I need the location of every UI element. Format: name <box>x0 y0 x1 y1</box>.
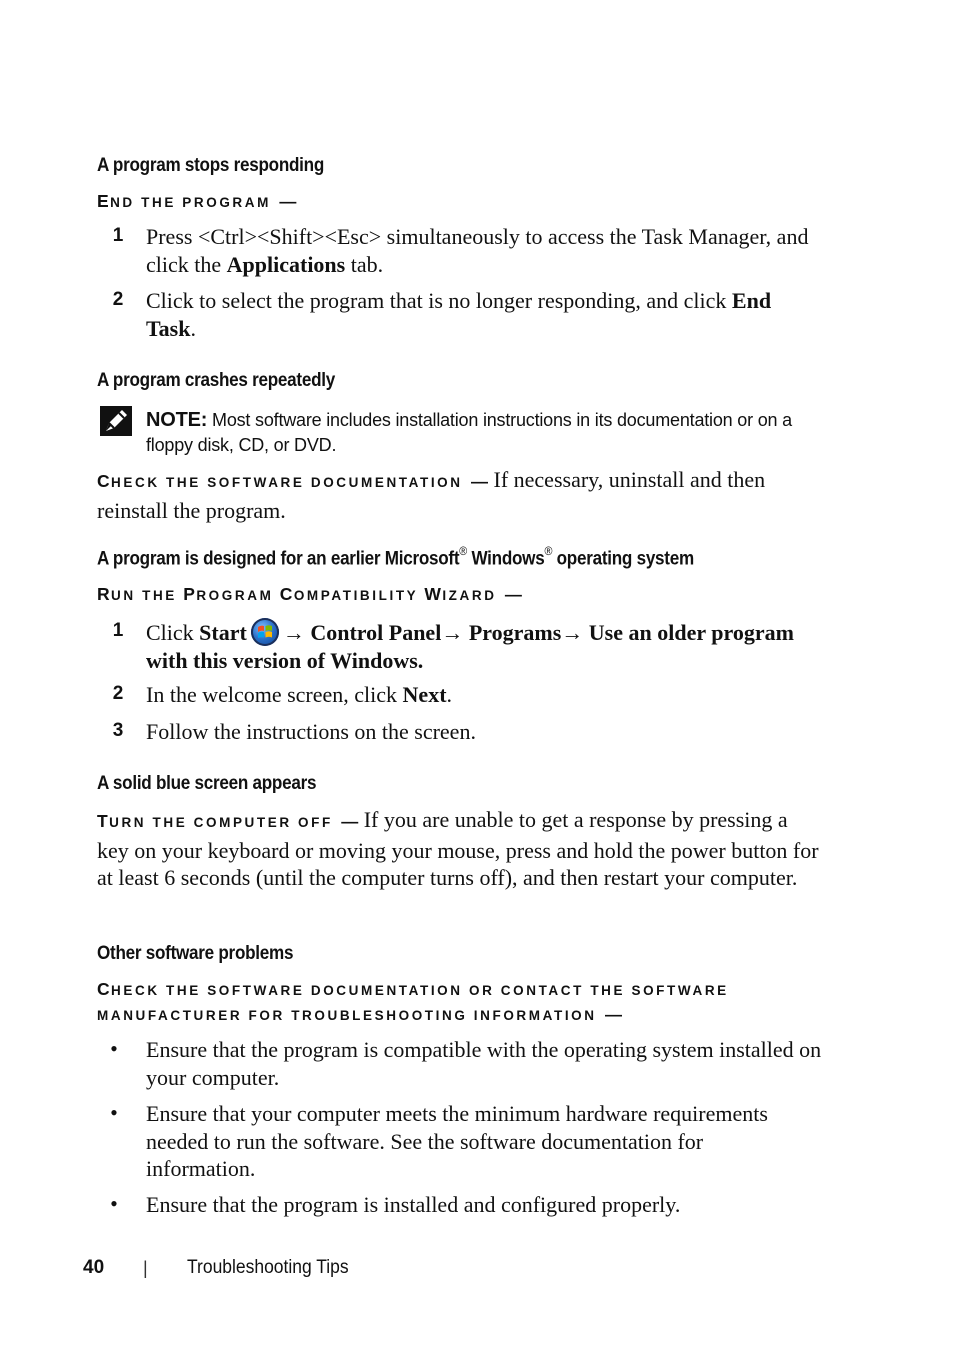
bullet-marker: • <box>110 1100 118 1125</box>
step-number: 3 <box>112 720 124 741</box>
bullet-marker: • <box>110 1191 118 1216</box>
step-text: In the welcome screen, click Next. <box>146 682 453 707</box>
section-heading-crashes: A program crashes repeatedly <box>97 370 335 391</box>
section-heading-stops-responding: A program stops responding <box>97 155 325 176</box>
subhead-turn-off: TURN THE COMPUTER OFF — <box>97 811 359 831</box>
note-pencil-icon <box>100 406 132 436</box>
page-number: 40 <box>83 1257 105 1278</box>
step-text: Press <Ctrl><Shift><Esc> simultaneously to access the Task Manager, and click the Applications tab. <box>146 224 809 277</box>
paragraph-turn-off: TURN THE COMPUTER OFF — If you are unable to get a response by pressing a key on your keyboard or moving your mouse, press and hold the power button for at least 6 seconds (until the computer turns off), and then restart your computer. <box>97 807 819 890</box>
step-number: 1 <box>112 225 124 246</box>
bullet-item: Ensure that the program is compatible with the operating system installed on your computer. <box>146 1037 822 1090</box>
step-text: Click to select the program that is no longer responding, and click End Task. <box>146 288 772 341</box>
subhead-end-program: END THE PROGRAM — <box>97 191 297 211</box>
note-text: NOTE: Most software includes installation instructions in its documentation or on a floppy disk, CD, or DVD. <box>146 409 792 455</box>
footer-title: Troubleshooting Tips <box>187 1257 349 1278</box>
step-text: Follow the instructions on the screen. <box>146 719 476 744</box>
bullet-item: Ensure that the program is installed and configured properly. <box>146 1192 681 1217</box>
step-number: 1 <box>112 620 124 641</box>
step-text: Click Start → Control Panel→ Programs→ Use an older program with this version of Windows. <box>146 620 794 673</box>
step-number: 2 <box>112 289 124 310</box>
section-heading-blue-screen: A solid blue screen appears <box>97 773 317 794</box>
bullet-marker: • <box>110 1036 118 1061</box>
subhead-compatibility-wizard: RUN THE PROGRAM COMPATIBILITY WIZARD — <box>97 584 522 604</box>
bullet-item: Ensure that your computer meets the minimum hardware requirements needed to run the software. See the software documentation for information. <box>146 1101 768 1181</box>
section-heading-other-problems: Other software problems <box>97 943 294 964</box>
subhead-contact-manufacturer-line2: MANUFACTURER FOR TROUBLESHOOTING INFORMATION — <box>97 1005 622 1024</box>
step-number: 2 <box>112 683 124 704</box>
subhead-check-documentation: CHECK THE SOFTWARE DOCUMENTATION — <box>97 471 488 491</box>
footer-separator: | <box>143 1258 148 1278</box>
section-heading-earlier-windows: A program is designed for an earlier Microsoft® Windows® operating system <box>97 544 694 570</box>
paragraph-check-documentation: CHECK THE SOFTWARE DOCUMENTATION — If necessary, uninstall and then reinstall the program. <box>97 467 766 523</box>
windows-start-icon <box>251 618 279 646</box>
subhead-contact-manufacturer-line1: CHECK THE SOFTWARE DOCUMENTATION OR CONTACT THE SOFTWARE <box>97 979 729 999</box>
